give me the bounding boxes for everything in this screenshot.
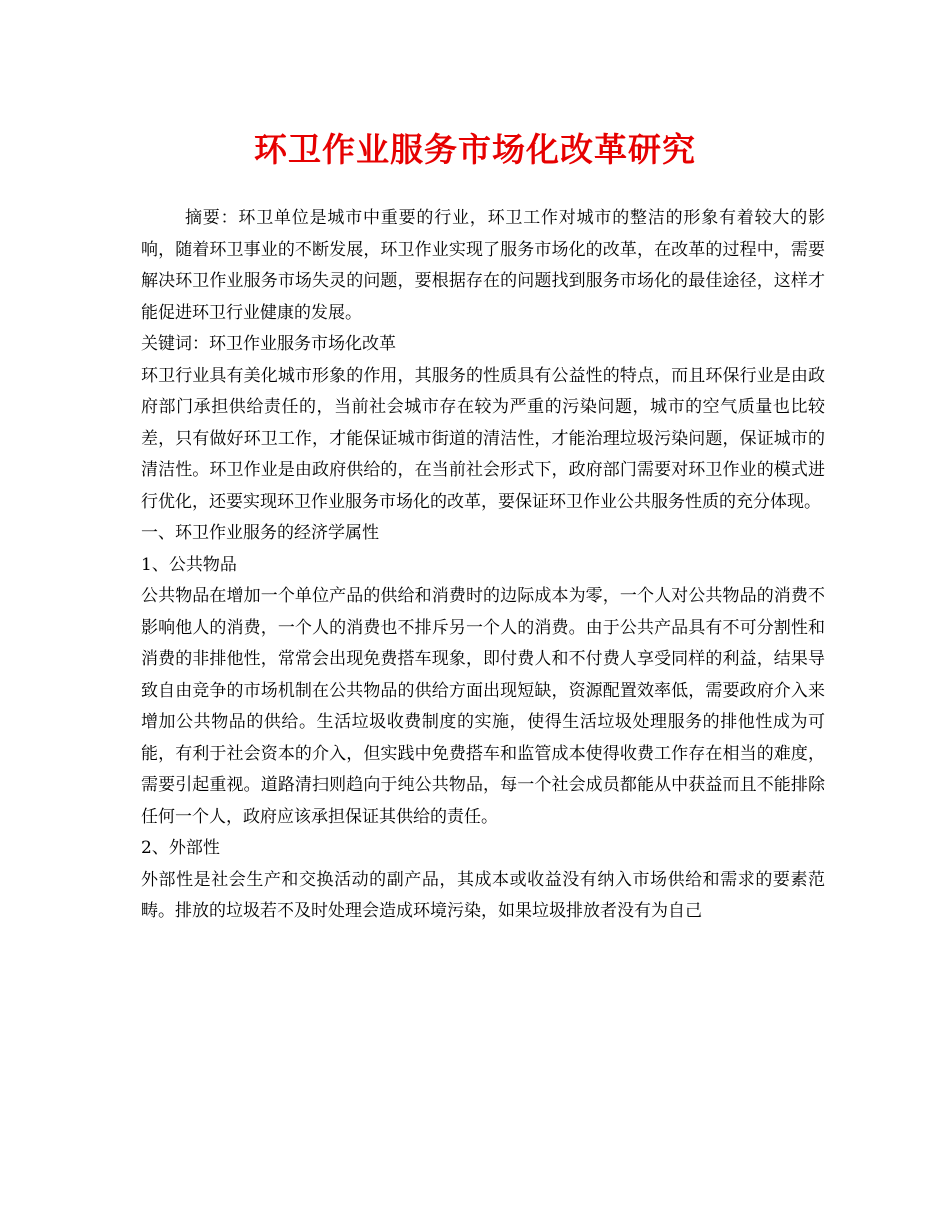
subsection-heading: 2、外部性 — [141, 838, 220, 858]
subsection-paragraph: 外部性是社会生产和交换活动的副产品，其成本或收益没有纳入市场供给和需求的要素范畴。排放的垃圾若不及时处理会造成环境污染，如果垃圾排放者没有为自己 — [141, 869, 825, 921]
subsection-heading: 1、公共物品 — [141, 554, 237, 575]
subsection-paragraph: 公共物品在增加一个单位产品的供给和消费时的边际成本为零，一个人对公共物品的消费不影响他人的消费，一个人的消费也不排斥另一个人的消费。由于公共产品具有不可分割性和消费的非排他性，常常会出现免费搭车现象，即付费人和不付费人享受同样的利益，结果导致自由竞争的市场机制在公共物品的供给方面出现短缺，资源配置效率低，需要政府介入来增加公共物品的供给。生活垃圾收费制度的实施，使得生活垃圾处理服务的排他性成为可能，有利于社会资本的介入，但实践中免费搭车和监管成本使得收费工作存在相当的难度，需要引起重视。道路清扫则趋向于纯公共物品，每一个社会成员都能从中获益而且不能排除任何一个人，政府应该承担保证其供给的责任。 — [141, 586, 825, 827]
document-body — [141, 203, 825, 928]
keywords-line: 关键词：环卫作业服务市场化改革 — [141, 334, 396, 354]
abstract-paragraph: 摘要：环卫单位是城市中重要的行业，环卫工作对城市的整洁的形象有着较大的影响，随着环卫事业的不断发展，环卫作业实现了服务市场化的改革，在改革的过程中，需要解决环卫作业服务市场失灵的问题，要根据存在的问题找到服务市场化的最佳途径，这样才能促进环卫行业健康的发展。 — [141, 208, 825, 323]
document-title: 环卫作业服务市场化改革研究 — [254, 130, 696, 169]
intro-paragraph: 环卫行业具有美化城市形象的作用，其服务的性质具有公益性的特点，而且环保行业是由政府部门承担供给责任的，当前社会城市存在较为严重的污染问题，城市的空气质量也比较差，只有做好环卫工作，才能保证城市街道的清洁性，才能治理垃圾污染问题，保证城市的清洁性。环卫作业是由政府供给的，在当前社会形式下，政府部门需要对环卫作业的模式进行优化，还要实现环卫作业服务市场化的改革，要保证环卫作业公共服务性质的充分体现。 — [141, 365, 825, 512]
section-heading: 一、环卫作业服务的经济学属性 — [141, 523, 379, 543]
